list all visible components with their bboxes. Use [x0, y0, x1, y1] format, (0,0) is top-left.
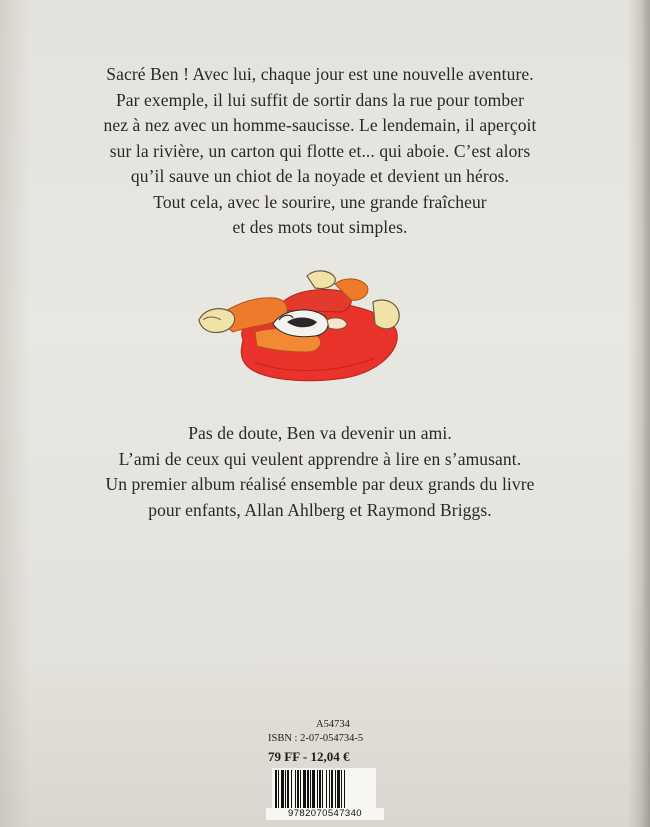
- barcode-digits: 9782070547340: [266, 808, 384, 820]
- publishing-info: [268, 718, 398, 765]
- barcode-bar: [319, 770, 321, 808]
- isbn-text: ISBN : 2-07-054734-5: [268, 733, 364, 744]
- cover-edge-wear: [0, 0, 30, 827]
- barcode-bar: [331, 770, 333, 808]
- blurb-line: Un premier album réalisé ensemble par deux grands du livre: [105, 474, 535, 494]
- barcode-bar: [291, 770, 292, 808]
- barcode-bar: [344, 770, 345, 808]
- barcode-bar: [287, 770, 289, 808]
- blurb-line: L’ami de ceux qui veulent apprendre à lire en s’amusant.: [118, 448, 522, 469]
- cover-spine-edge: [628, 0, 650, 827]
- barcode-bar: [300, 770, 301, 808]
- blurb-line: sur la rivière, un carton qui flotte et... qui aboie. C’est alors: [109, 140, 531, 161]
- barcode-bar: [341, 770, 342, 808]
- barcode-bar: [307, 770, 309, 808]
- barcode-bar: [275, 770, 277, 808]
- barcode-bar: [329, 770, 330, 808]
- blurb-bottom: [70, 421, 570, 523]
- blurb-line: Par exemple, il lui suffit de sortir dans la rue pour tomber: [115, 89, 525, 110]
- blurb-line: et des mots tout simples.: [232, 217, 408, 237]
- barcode-bar: [281, 770, 284, 808]
- barcode-bar: [312, 770, 315, 808]
- barcode-bar: [285, 770, 286, 808]
- barcode-bar: [337, 770, 340, 808]
- barcode-bar: [322, 770, 323, 808]
- barcode-bar: [317, 770, 318, 808]
- barcode-bar: [310, 770, 311, 808]
- barcode-bar: [335, 770, 336, 808]
- blurb-line: pour enfants, Allan Ahlberg et Raymond Briggs.: [148, 499, 492, 520]
- blurb-top: [70, 62, 570, 241]
- blurb-line: Sacré Ben ! Avec lui, chaque jour est une nouvelle aventure.: [106, 64, 534, 84]
- price-text: 79 FF - 12,04 €: [268, 749, 350, 764]
- sleeping-boy-illustration: [195, 262, 415, 387]
- blurb-line: Pas de doute, Ben va devenir un ami.: [188, 423, 452, 443]
- barcode-bar: [297, 770, 299, 808]
- barcode-bar: [303, 770, 306, 808]
- barcode-bar: [295, 770, 296, 808]
- ref-code: A54734: [316, 719, 350, 730]
- blurb-line: nez à nez avec un homme-saucisse. Le lendemain, il aperçoit: [103, 115, 537, 135]
- barcode-bar: [326, 770, 327, 808]
- barcode-bar: [278, 770, 279, 808]
- blurb-line: Tout cela, avec le sourire, une grande fraîcheur: [153, 191, 487, 212]
- blurb-line: qu’il sauve un chiot de la noyade et devient un héros.: [130, 166, 510, 186]
